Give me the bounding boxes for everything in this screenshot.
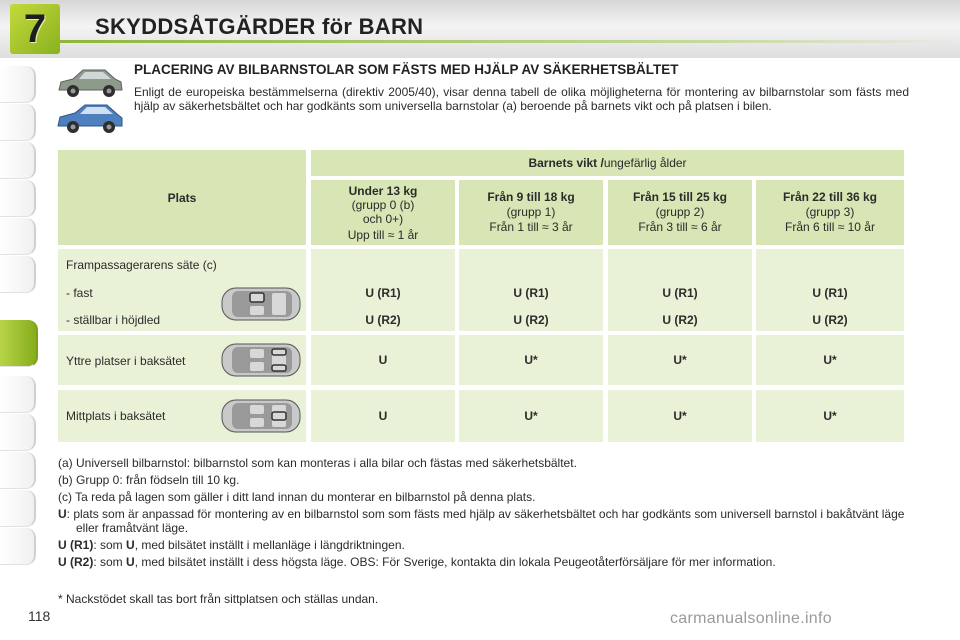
cell-front-group0 (311, 249, 455, 331)
column-group: (grupp 2) (655, 205, 705, 219)
chapter-tab-2[interactable] (0, 104, 36, 141)
note-u (58, 507, 908, 535)
chapter-tab-1[interactable] (0, 66, 36, 103)
section-title: PLACERING AV BILBARNSTOLAR SOM FÄSTS MED HJÄLP AV SÄKERHETSBÄLTET (134, 62, 679, 77)
note-c: (c) Ta reda på lagen som gäller i ditt land innan du monterar en bilbarnstol på denna plats. (58, 490, 536, 504)
column-age: Från 6 till ≈ 10 år (785, 220, 875, 234)
cell-middle-group2 (608, 390, 752, 442)
column-age: Från 1 till ≈ 3 år (489, 220, 573, 234)
row-label: Frampassagerarens säte (c) (66, 258, 217, 272)
weight-header-rest: ungefärlig ålder (603, 156, 687, 170)
chapter-tab-12[interactable] (0, 528, 36, 565)
row-outer-rear (58, 335, 306, 385)
chapter-tab-rail (0, 58, 40, 578)
cell-middle-group1 (459, 390, 603, 442)
column-header-group0 (311, 180, 455, 245)
value: U (378, 353, 388, 367)
column-title: Från 9 till 18 kg (487, 190, 575, 204)
value-fixed: U (R1) (365, 286, 401, 300)
car-seat-plan-icon (220, 397, 302, 435)
intro-paragraph: Enligt de europeiska bestämmelserna (direktiv 2005/40), visar denna tabell de olika möjligheterna för montering av bilbarnstolar som fästs med hjälp av säkerhetsbältet och har godkänts som universella barnstolar (a) beroende på barnets vikt och på platsen i bilen. (134, 85, 909, 113)
footnote-headrest: * Nackstödet skall tas bort från sittplatsen och ställas undan. (58, 592, 379, 606)
plats-label: Plats (167, 190, 197, 205)
value-fixed: U (R1) (812, 286, 848, 300)
value: U* (673, 353, 687, 367)
notes-section (58, 456, 908, 572)
note-text: , med bilsätet inställt i mellanläge i längdriktningen. (134, 538, 405, 552)
cell-outer-group2 (608, 335, 752, 385)
column-age: Upp till ≈ 1 år (347, 227, 419, 242)
column-title: Under 13 kg (348, 183, 418, 198)
column-title: Från 15 till 25 kg (632, 190, 728, 204)
table-header-weight (311, 150, 904, 176)
row-front-passenger (58, 249, 306, 331)
column-age: Från 3 till ≈ 6 år (638, 220, 722, 234)
column-header-group3 (756, 180, 904, 245)
note-ur2 (58, 555, 908, 569)
value-adjustable: U (R2) (513, 313, 549, 327)
watermark: carmanualsonline.info (670, 610, 832, 627)
column-title: Från 22 till 36 kg (782, 190, 878, 204)
column-group: (grupp 3) (805, 205, 855, 219)
note-a: (a) Universell bilbarnstol: bilbarnstol som kan monteras i alla bilar och fästas med säkerhetsbältet. (58, 456, 577, 470)
table-header-plats (58, 150, 306, 245)
column-header-group1 (459, 180, 603, 245)
note-b: (b) Grupp 0: från födseln till 10 kg. (58, 473, 240, 487)
note-key-u: U (126, 538, 135, 552)
value: U* (673, 409, 687, 423)
cell-middle-group3 (756, 390, 904, 442)
cell-outer-group0 (311, 335, 455, 385)
weight-header-text (528, 156, 686, 170)
note-text: : plats som är anpassad för montering av en bilbarnstol som som fästs med hjälp av säkerhetsbältet och har godkänts som universell barnstol i bakåtvänt läge eller framåtvänt läge. (66, 507, 905, 535)
column-group: (grupp 0 (b) (351, 197, 415, 212)
value: U* (823, 353, 837, 367)
row-sublabel-adjustable: - ställbar i höjdled (66, 313, 161, 327)
column-group: (grupp 1) (506, 205, 556, 219)
weight-header-bold: Barnets vikt / (528, 156, 604, 170)
value: U* (524, 409, 538, 423)
value-adjustable: U (R2) (812, 313, 848, 327)
cell-outer-group3 (756, 335, 904, 385)
value-fixed: U (R1) (662, 286, 698, 300)
value: U (378, 409, 388, 423)
chapter-tab-7-active[interactable] (0, 320, 38, 367)
car-icon-blue (55, 98, 125, 138)
chapter-badge: 7 (10, 4, 60, 54)
note-key: U (R1) (58, 538, 94, 552)
column-group-cont: och 0+) (362, 211, 404, 226)
page-number: 118 (28, 608, 51, 624)
note-text: : som (93, 555, 127, 569)
value-adjustable: U (R2) (365, 313, 401, 327)
row-sublabel-fixed: - fast (66, 286, 93, 300)
car-seat-plan-icon (220, 341, 302, 379)
cell-front-group1 (459, 249, 603, 331)
note-key: U (R2) (58, 555, 94, 569)
chapter-tab-5[interactable] (0, 218, 36, 255)
chapter-tab-8[interactable] (0, 376, 36, 413)
chapter-tab-10[interactable] (0, 452, 36, 489)
chapter-tab-9[interactable] (0, 414, 36, 451)
cell-middle-group0 (311, 390, 455, 442)
note-key-u: U (126, 555, 135, 569)
note-ur1 (58, 538, 908, 552)
page-header-title: SKYDDSÅTGÄRDER för BARN (95, 14, 424, 39)
row-label: Mittplats i baksätet (66, 409, 166, 423)
value-fixed: U (R1) (513, 286, 549, 300)
cell-front-group2 (608, 249, 752, 331)
cell-front-group3 (756, 249, 904, 331)
chapter-tab-11[interactable] (0, 490, 36, 527)
note-text: : som (93, 538, 127, 552)
note-text: , med bilsätet inställt i dess högsta läge. OBS: För Sverige, kontakta din lokala Peugeotåterförsäljare för mer information. (134, 555, 776, 569)
chapter-tab-4[interactable] (0, 180, 36, 217)
value: U* (524, 353, 538, 367)
note-key: U (58, 507, 67, 521)
value: U* (823, 409, 837, 423)
column-header-group2 (608, 180, 752, 245)
car-seat-plan-icon (220, 285, 302, 323)
row-middle-rear (58, 390, 306, 442)
car-icon-grey (55, 62, 125, 102)
chapter-tab-6[interactable] (0, 256, 36, 293)
cell-outer-group1 (459, 335, 603, 385)
row-label: Yttre platser i baksätet (66, 354, 186, 368)
value-adjustable: U (R2) (662, 313, 698, 327)
chapter-tab-3[interactable] (0, 142, 36, 179)
